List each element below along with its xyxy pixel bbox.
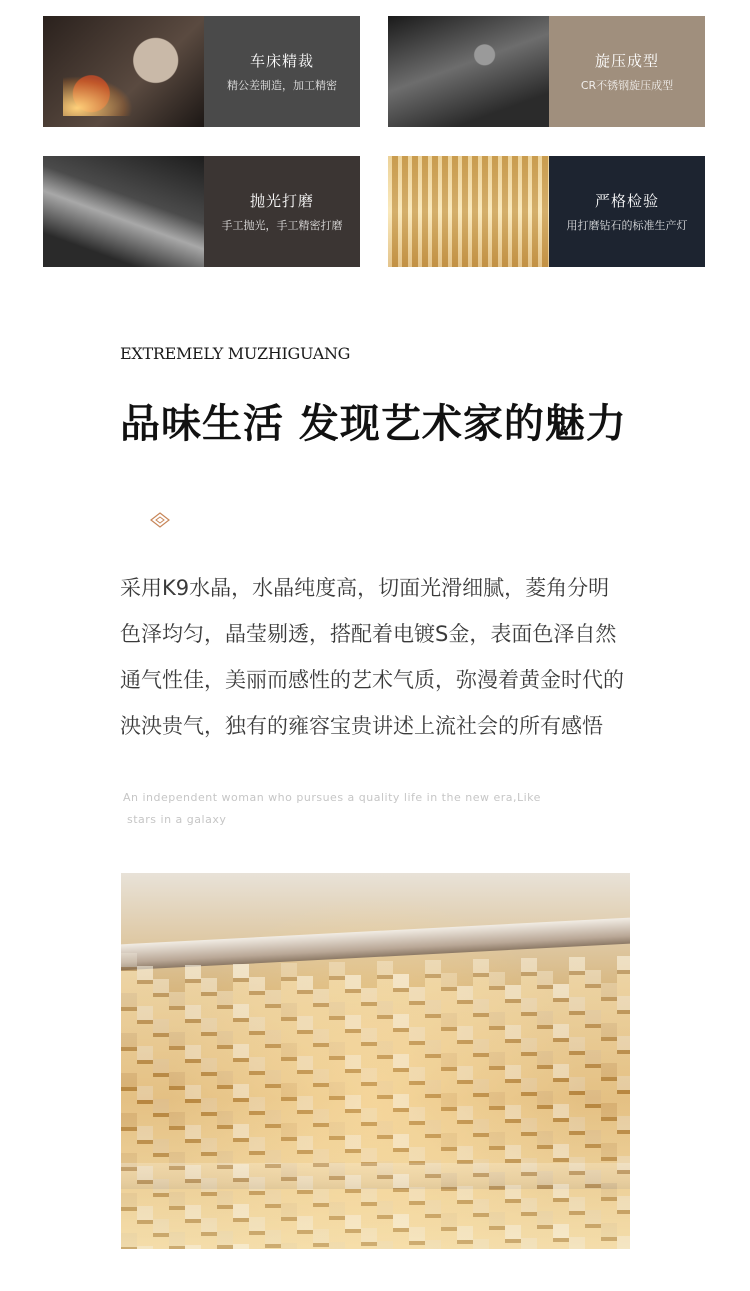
page-headline: 品味生活 发现艺术家的魅力 [120,401,627,447]
crystal-strip [201,978,217,1249]
card-title: 严格检验 [594,192,659,210]
crystal-strip [425,960,441,1249]
crystal-strip [617,956,630,1249]
spinning-photo [388,16,549,127]
chandelier-photo [121,873,630,1249]
crystal-strip [473,959,489,1249]
crystal-strip [537,971,553,1249]
card-title: 旋压成型 [594,52,659,70]
crystal-strip [585,970,601,1249]
brand-name: EXTREMELY MUZHIGUANG [120,344,351,363]
crystal-strip [377,961,393,1249]
crystal-strip [601,983,617,1249]
process-card-lathe [43,16,360,127]
card-subtitle: CR不锈钢旋压成型 [580,79,674,92]
card-subtitle: 精公差制造，加工精密 [227,79,337,92]
process-card-polishing [43,156,360,267]
crystal-strip [169,992,185,1249]
card-info [204,156,360,267]
polishing-photo [43,156,204,267]
crystal-strip [329,962,345,1249]
crystal-strip [185,965,201,1249]
crystal-strip [281,963,297,1249]
crystal-strip [233,964,249,1249]
process-card-spinning [388,16,705,127]
crystal-strip [489,972,505,1249]
card-title: 车床精裁 [249,52,314,70]
crystal-strip [569,957,585,1249]
english-line: An independent woman who pursues a quality life in the new era,Like [123,791,541,804]
description-line: 泱泱贵气，独有的雍容宝贵讲述上流社会的所有感悟 [120,714,603,738]
crystal-strip [217,991,233,1249]
crystal-strip [249,977,265,1249]
description-line: 色泽均匀，晶莹剔透，搭配着电镀S金，表面色泽自然 [120,622,617,646]
inspection-photo [388,156,549,267]
crystal-strip [361,988,377,1249]
card-info [549,16,705,127]
crystal-strip [393,974,409,1249]
description-line: 通气性佳，美丽而感性的艺术气质，弥漫着黄金时代的 [120,668,624,692]
crystal-strip [441,973,457,1249]
product-description [120,565,680,749]
description-line: 采用K9水晶，水晶纯度高，切面光滑细腻，菱角分明 [120,576,610,600]
crystal-strip [521,958,537,1249]
crystal-strip [457,986,473,1249]
crystal-strip [297,976,313,1249]
diamond-ornament-icon [148,510,172,530]
card-info [549,156,705,267]
crystal-strip [137,966,153,1249]
crystal-strip [265,990,281,1249]
card-info [204,16,360,127]
crystal-strip [345,975,361,1249]
crystal-strip [153,979,169,1249]
crystal-strip [409,987,425,1249]
card-title: 抛光打磨 [249,192,314,210]
card-subtitle: 用打磨钻石的标准生产灯 [566,219,688,232]
crystal-strip [505,985,521,1249]
english-tagline [123,787,553,831]
english-line: stars in a galaxy [127,813,227,826]
process-card-inspection [388,156,705,267]
crystal-strip [121,953,137,1249]
lathe-photo [43,16,204,127]
crystal-strip [313,989,329,1249]
card-subtitle: 手工抛光，手工精密打磨 [221,219,343,232]
crystal-strip [553,984,569,1249]
